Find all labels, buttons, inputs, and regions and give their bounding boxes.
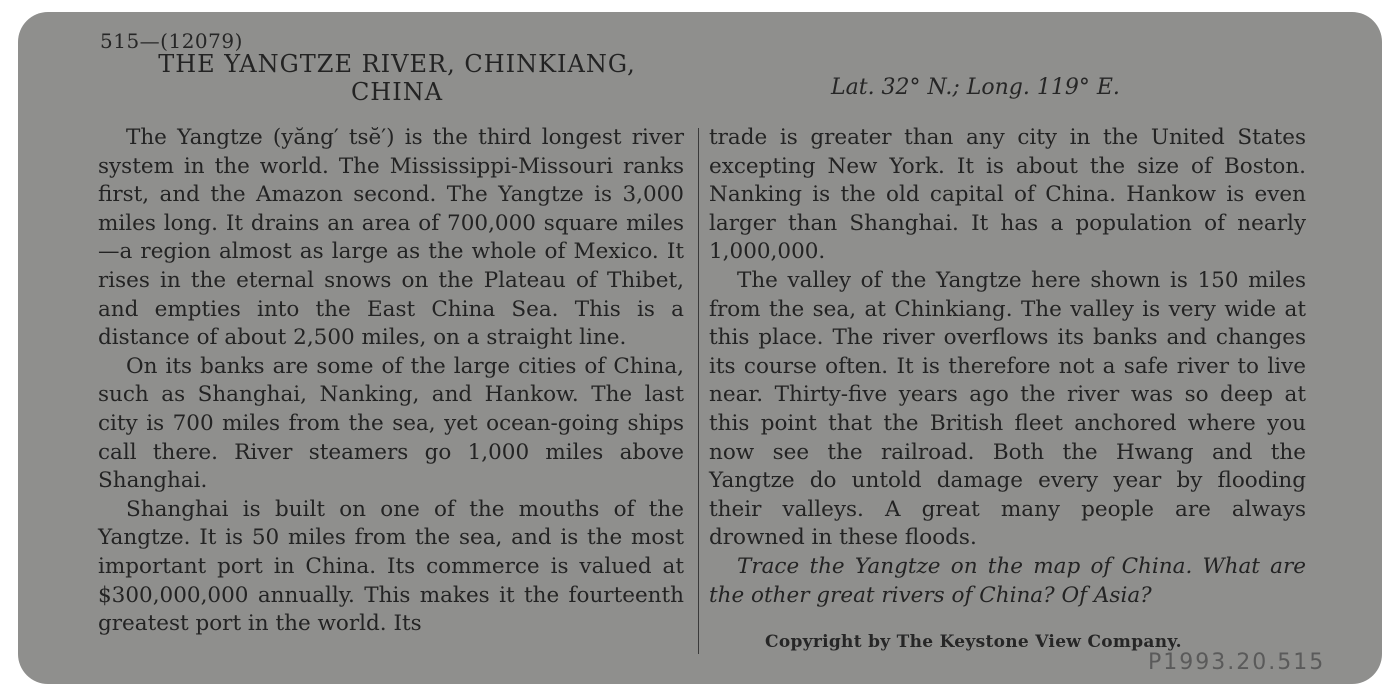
card-title xyxy=(102,50,692,106)
column-divider xyxy=(698,128,699,654)
paragraph: The Yangtze (yăng′ tsĕ′) is the third longest river system in the world. The Mississippi-Missouri ranks first, and the Amazon second. The Yangtze is 3,000 miles long. It drains an area of 700,000 square miles—a region almost as large as the whole of Mexico. It rises in the eternal snows on the Plateau of Thibet, and empties into the East China Sea. This is a distance of about 2,500 miles, on a straight line. xyxy=(98,125,684,351)
stereograph-card-back xyxy=(18,12,1382,684)
coordinates: Lat. 32° N.; Long. 119° E. xyxy=(831,75,1120,100)
paragraph: On its banks are some of the large cities of China, such as Shanghai, Nanking, and Hankow. The last city is 700 miles from the sea, yet ocean-going ships call there. River steamers go 1,000 miles above Shanghai. xyxy=(98,353,684,494)
card-title-line-2: CHINA xyxy=(350,78,444,106)
paragraph: The valley of the Yangtze here shown is 150 miles from the sea, at Chinkiang. The valley is very wide at this place. The river overflows its banks and changes its course often. It is therefore not a safe river to live near. Thirty-five years ago the river was so deep at this point that the British fleet anchored where you now see the railroad. Both the Hwang and the Yangtze do untold damage every year by flooding their valleys. A great many people are always drowned in these floods. xyxy=(709,267,1306,551)
left-text-column xyxy=(98,124,684,639)
card-title-line-1: THE YANGTZE RIVER, CHINKIANG, xyxy=(158,50,636,78)
study-question: Trace the Yangtze on the map of China. What are the other great rivers of China? Of Asia? xyxy=(709,553,1306,608)
right-text-column xyxy=(709,124,1306,610)
card-number: 515—(12079) xyxy=(100,29,243,53)
copyright-notice: Copyright by The Keystone View Company. xyxy=(765,632,1182,652)
accession-number: P1993.20.515 xyxy=(1148,650,1326,675)
paragraph: Shanghai is built on one of the mouths of the Yangtze. It is 50 miles from the sea, and is the most important port in China. Its commerce is valued at $300,000,000 annually. This makes it the fourteenth greatest port in the world. Its xyxy=(98,496,684,637)
paragraph: trade is greater than any city in the United States excepting New York. It is about the size of Boston. Nanking is the old capital of China. Hankow is even larger than Shanghai. It has a population of nearly 1,000,000. xyxy=(709,125,1306,265)
